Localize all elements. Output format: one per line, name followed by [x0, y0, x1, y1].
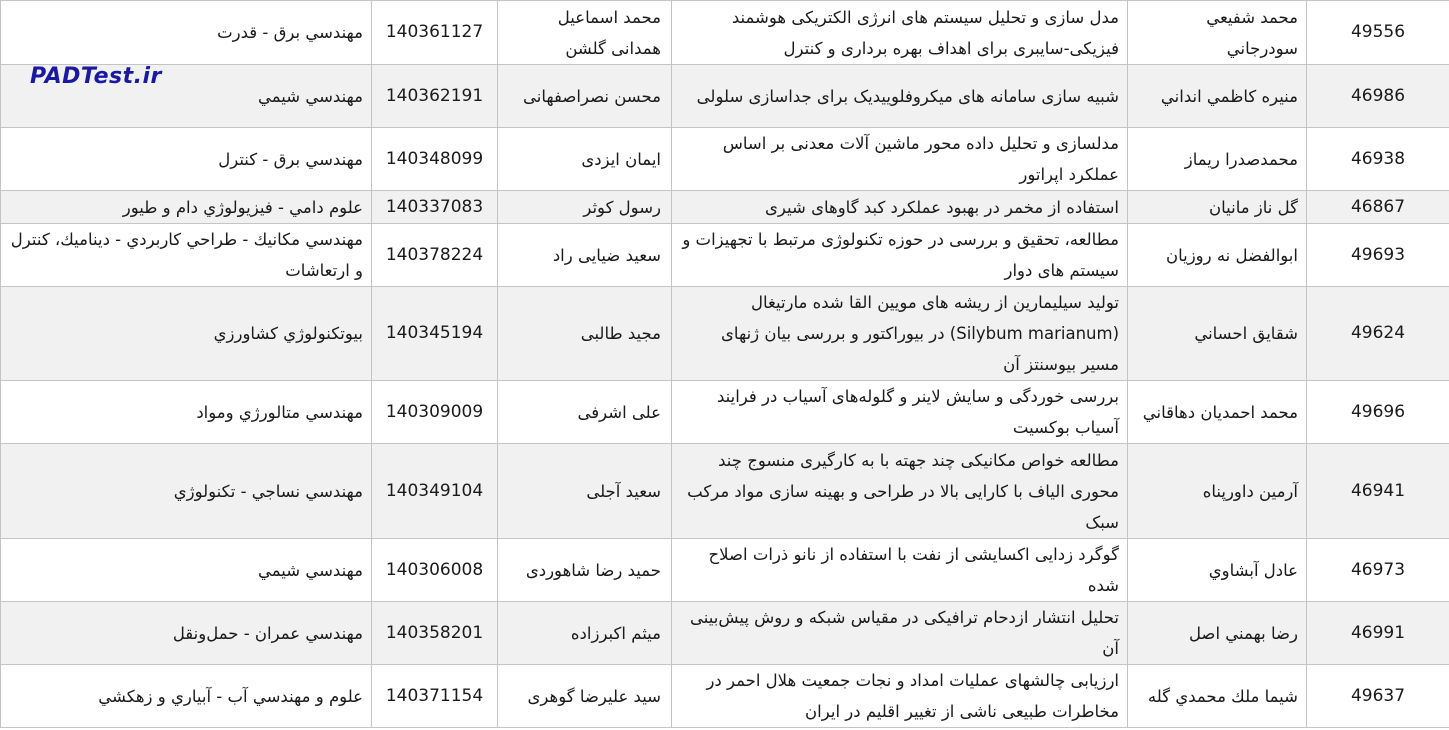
code-cell: 140362191: [372, 65, 498, 128]
field-cell: مهندسي نساجي - تكنولوژي: [1, 444, 372, 539]
supervisor-cell: سعید آجلی: [498, 444, 672, 539]
student-id-cell: 46938: [1307, 128, 1449, 191]
code-cell: 140371154: [372, 665, 498, 728]
table-row: [1, 602, 1449, 665]
student-name-cell: شيما ملك محمدي گله: [1128, 665, 1307, 728]
student-id-cell: 46986: [1307, 65, 1449, 128]
table-row: [1, 287, 1449, 381]
field-cell: علوم و مهندسي آب - آبياري و زهكشي: [1, 665, 372, 728]
watermark-logo: PADTest.ir: [30, 64, 162, 89]
table-row: [1, 381, 1449, 444]
supervisor-cell: سید علیرضا گوهری: [498, 665, 672, 728]
code-cell: 140348099: [372, 128, 498, 191]
student-id-cell: 46991: [1307, 602, 1449, 665]
supervisor-cell: ایمان ایزدی: [498, 128, 672, 191]
code-cell: 140309009: [372, 381, 498, 444]
table-row: [1, 191, 1449, 224]
field-cell: مهندسي عمران - حمل‌ونقل: [1, 602, 372, 665]
thesis-title-cell: مطالعه خواص مکانیکی چند جهته با به کارگیری منسوج چند محوری الیاف با کارایی بالا در طراحی و بهینه سازی مواد مرکب سبک: [672, 444, 1128, 539]
student-id-cell: 49696: [1307, 381, 1449, 444]
code-cell: 140349104: [372, 444, 498, 539]
student-id-cell: 49693: [1307, 224, 1449, 287]
table-row: [1, 1, 1449, 65]
table-row: [1, 444, 1449, 539]
student-name-cell: محمدصدرا ريماز: [1128, 128, 1307, 191]
thesis-title-cell: استفاده از مخمر در بهبود عملکرد کبد گاوهای شیری: [672, 191, 1128, 224]
thesis-title-cell: مدلسازی و تحلیل داده محور ماشین آلات معدنی بر اساس عملکرد اپراتور: [672, 128, 1128, 191]
thesis-title-cell: مدل سازی و تحلیل سیستم های انرژی الکتریکی هوشمند فیزیکی-سایبری برای اهداف بهره برداری و کنترل: [672, 1, 1128, 65]
supervisor-cell: علی اشرفی: [498, 381, 672, 444]
thesis-title-cell: مطالعه، تحقیق و بررسی در حوزه تکنولوژی مرتبط با تجهیزات و سیستم های دوار: [672, 224, 1128, 287]
table-row: [1, 224, 1449, 287]
supervisor-cell: محمد اسماعیل همدانی گلشن: [498, 1, 672, 65]
student-id-cell: 49556: [1307, 1, 1449, 65]
student-id-cell: 46941: [1307, 444, 1449, 539]
supervisor-cell: سعید ضیایی راد: [498, 224, 672, 287]
field-cell: بيوتكنولوژي كشاورزي: [1, 287, 372, 381]
field-cell: مهندسي متالورژي ومواد: [1, 381, 372, 444]
student-id-cell: 46867: [1307, 191, 1449, 224]
field-cell: مهندسي برق - قدرت: [1, 1, 372, 65]
table-row: [1, 665, 1449, 728]
student-name-cell: گل ناز مانيان: [1128, 191, 1307, 224]
code-cell: 140361127: [372, 1, 498, 65]
student-id-cell: 49637: [1307, 665, 1449, 728]
field-cell: مهندسي شيمي: [1, 65, 372, 128]
thesis-title-cell: تولید سیلیمارین از ریشه های مویین القا شده مارتیغال (Silybum marianum) در بیوراکتور و بررسی بیان ژنهای مسیر بیوسنتز آن: [672, 287, 1128, 381]
field-cell: مهندسي مكانيك - طراحي كاربردي - ديناميك، كنترل و ارتعاشات: [1, 224, 372, 287]
code-cell: 140378224: [372, 224, 498, 287]
student-name-cell: محمد احمديان دهاقاني: [1128, 381, 1307, 444]
code-cell: 140337083: [372, 191, 498, 224]
code-cell: 140345194: [372, 287, 498, 381]
student-id-cell: 49624: [1307, 287, 1449, 381]
student-name-cell: شقايق احساني: [1128, 287, 1307, 381]
student-name-cell: رضا بهمني اصل: [1128, 602, 1307, 665]
supervisor-cell: میثم اکبرزاده: [498, 602, 672, 665]
supervisor-cell: مجید طالبی: [498, 287, 672, 381]
supervisor-cell: حمید رضا شاهوردی: [498, 539, 672, 602]
thesis-title-cell: گوگرد زدایی اکسایشی از نفت با استفاده از نانو ذرات اصلاح شده: [672, 539, 1128, 602]
table-body: [1, 1, 1449, 728]
thesis-title-cell: تحلیل انتشار ازدحام ترافیکی در مقیاس شبکه و روش پیش‌بینی آن: [672, 602, 1128, 665]
table-row: [1, 65, 1449, 128]
supervisor-cell: رسول کوثر: [498, 191, 672, 224]
thesis-title-cell: شبیه سازی سامانه های میکروفلوییدیک برای جداسازی سلولی: [672, 65, 1128, 128]
student-name-cell: آرمين داورپناه: [1128, 444, 1307, 539]
student-name-cell: ابوالفضل نه روزيان: [1128, 224, 1307, 287]
code-cell: 140358201: [372, 602, 498, 665]
thesis-title-cell: بررسی خوردگی و سایش لاینر و گلوله‌های آسیاب در فرایند آسیاب بوکسیت: [672, 381, 1128, 444]
field-cell: مهندسي شيمي: [1, 539, 372, 602]
table-row: [1, 128, 1449, 191]
table-row: [1, 539, 1449, 602]
student-name-cell: محمد شفيعي سودرجاني: [1128, 1, 1307, 65]
student-id-cell: 46973: [1307, 539, 1449, 602]
code-cell: 140306008: [372, 539, 498, 602]
student-name-cell: عادل آبشاوي: [1128, 539, 1307, 602]
supervisor-cell: محسن نصراصفهانی: [498, 65, 672, 128]
field-cell: علوم دامي - فيزيولوژي دام و طيور: [1, 191, 372, 224]
student-name-cell: منيره كاظمي انداني: [1128, 65, 1307, 128]
thesis-title-cell: ارزیابی چالشهای عملیات امداد و نجات جمعیت هلال احمر در مخاطرات طبیعی ناشی از تغییر اقلیم در ایران: [672, 665, 1128, 728]
field-cell: مهندسي برق - كنترل: [1, 128, 372, 191]
